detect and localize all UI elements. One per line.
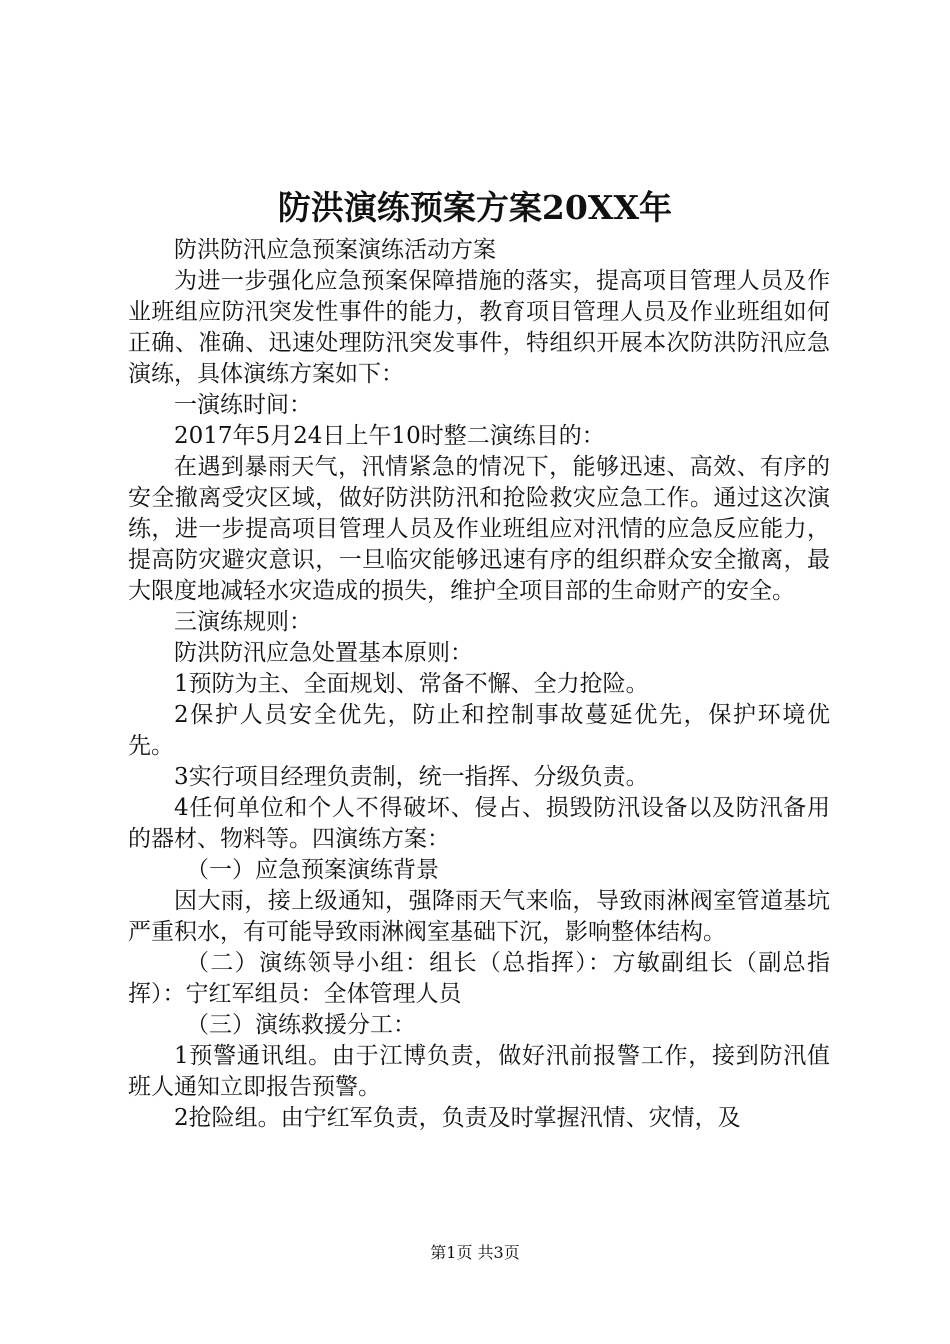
paragraph-subtitle: 防洪防汛应急预案演练活动方案 <box>174 237 496 263</box>
document-title: 防洪演练预案方案20XX年 <box>277 188 673 227</box>
paragraph-background: 因大雨，接上级通知，强降雨天气来临，导致雨淋阀室管道基坑严重积水，有可能导致雨淋阀室基础下沉，影响整体结构。 <box>128 888 830 945</box>
document-body <box>128 235 830 1134</box>
paragraph-purpose: 在遇到暴雨天气，汛情紧急的情况下，能够迅速、高效、有序的安全撤离受灾区域，做好防洪防汛和抢险救灾应急工作。通过这次演练，进一步提高项目管理人员及作业班组应对汛情的应急反应能力，提高防灾避灾意识，一旦临灾能够迅速有序的组织群众安全撤离，最大限度地减轻水灾造成的损失，维护全项目部的生命财产的安全。 <box>128 454 830 604</box>
page-footer: 第1页 共3页 <box>430 1243 520 1262</box>
paragraph-division-heading: （三）演练救援分工： <box>186 1012 416 1038</box>
paragraph-section-rules: 三演练规则： <box>174 609 312 635</box>
paragraph-rule-1: 1预防为主、全面规划、常备不懈、全力抢险。 <box>174 671 649 697</box>
paragraph-warning-group: 1预警通讯组。由于江博负责，做好汛前报警工作，接到防汛值班人通知立即报告预警。 <box>128 1043 830 1100</box>
paragraph-rule-3: 3实行项目经理负责制，统一指挥、分级负责。 <box>174 764 649 790</box>
paragraph-rule-2: 2保护人员安全优先，防止和控制事故蔓延优先，保护环境优先。 <box>128 702 830 759</box>
paragraph-background-heading: （一）应急预案演练背景 <box>186 857 439 883</box>
paragraph-intro: 为进一步强化应急预案保障措施的落实，提高项目管理人员及作业班组应防汛突发性事件的能力，教育项目管理人员及作业班组如何正确、准确、迅速处理防汛突发事件，特组织开展本次防洪防汛应急演练，具体演练方案如下： <box>128 268 830 387</box>
paragraph-date: 2017年5月24日上午10时整二演练目的： <box>174 423 605 449</box>
paragraph-rule-4: 4任何单位和个人不得破坏、侵占、损毁防汛设备以及防汛备用的器材、物料等。四演练方案： <box>128 795 830 852</box>
paragraph-principles: 防洪防汛应急处置基本原则： <box>174 640 473 666</box>
paragraph-rescue-group: 2抢险组。由宁红军负责，负责及时掌握汛情、灾情，及 <box>174 1105 741 1131</box>
paragraph-section-time: 一演练时间： <box>174 392 312 418</box>
paragraph-leadership: （二）演练领导小组：组长（总指挥）：方敏副组长（副总指挥）：宁红军组员：全体管理人员 <box>128 950 830 1007</box>
